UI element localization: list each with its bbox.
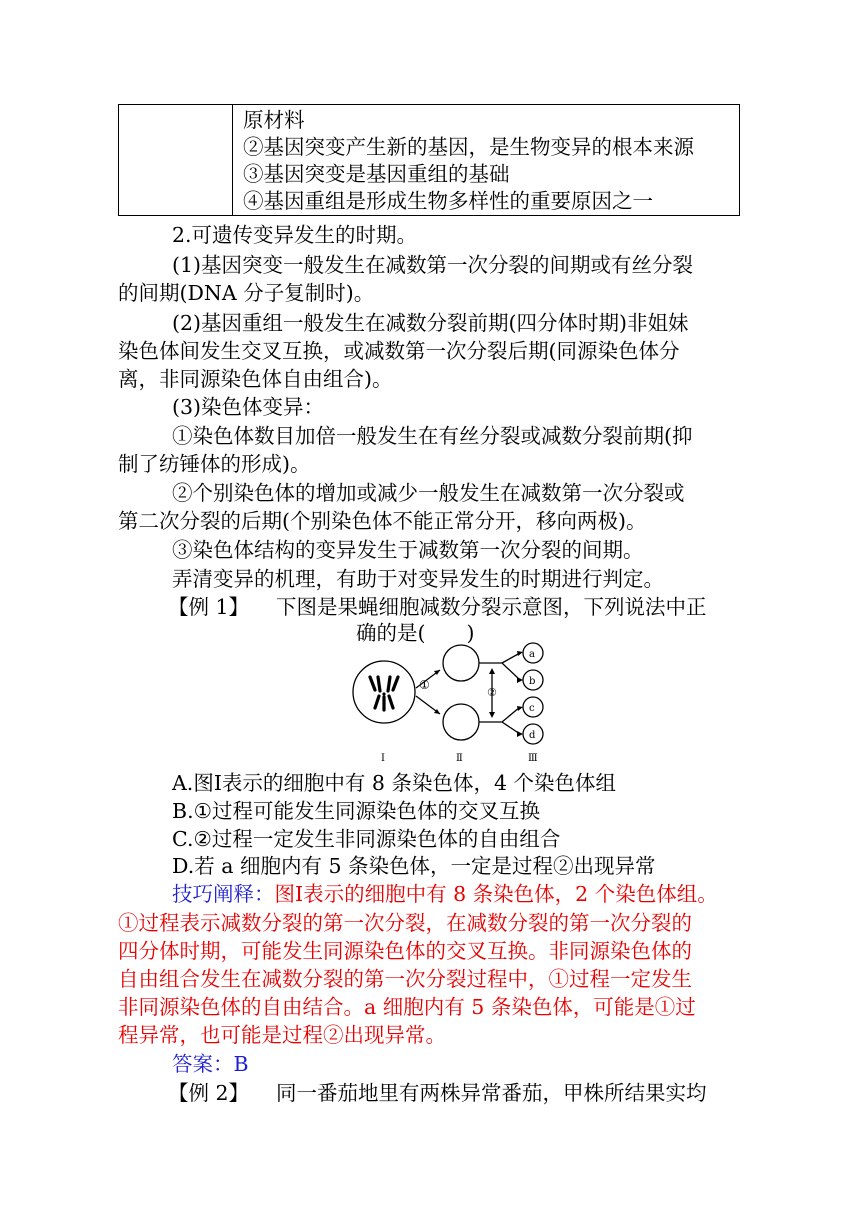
paragraph: ③染色体结构的变异发生于减数第一次分裂的间期。	[172, 538, 644, 562]
example1-stem: 下图是果蝇细胞减数分裂示意图，下列说法中正	[276, 595, 707, 619]
cell-II-bottom	[443, 704, 479, 740]
explanation-label: 技巧阐释：	[172, 882, 275, 906]
example2-label: 【例 2】	[168, 1081, 250, 1105]
option-a: A.图Ⅰ表示的细胞中有 8 条染色体，4 个染色体组	[172, 771, 617, 795]
paragraph: 2.可遗传变异发生的时期。	[172, 223, 418, 247]
paragraph: 离，非同源染色体自由组合)。	[118, 367, 393, 391]
table-row: ③基因突变是基因重组的基础	[243, 162, 510, 186]
cell-label: a	[529, 649, 535, 660]
option-c: C.②过程一定发生非同源染色体的自由组合	[172, 827, 561, 851]
stage-label: Ⅲ	[528, 753, 538, 764]
answer: 答案：B	[172, 1052, 249, 1076]
option-d: D.若 a 细胞内有 5 条染色体，一定是过程②出现异常	[172, 854, 656, 878]
cell-II-top	[443, 645, 479, 681]
meiosis-diagram	[340, 630, 560, 765]
comparison-table	[118, 104, 740, 216]
step2-label: ②	[487, 686, 497, 699]
table-row: ②基因突变产生新的基因，是生物变异的根本来源	[243, 135, 694, 159]
explanation-line: 自由组合发生在减数分裂的第一次分裂过程中，①过程一定发生	[118, 967, 692, 991]
explanation-line: 程异常，也可能是过程②出现异常。	[118, 1023, 446, 1047]
explanation-line: 非同源染色体的自由结合。a 细胞内有 5 条染色体，可能是①过	[118, 995, 696, 1019]
table-divider	[232, 105, 233, 215]
paragraph: 制了纺锤体的形成)。	[118, 452, 311, 476]
explanation-line: ①过程表示减数分裂的第一次分裂，在减数分裂的第一次分裂的	[118, 911, 692, 935]
table-row: ④基因重组是形成生物多样性的重要原因之一	[243, 189, 653, 213]
example2-stem: 同一番茄地里有两株异常番茄，甲株所结果实均	[276, 1081, 707, 1105]
paragraph: ②个别染色体的增加或减少一般发生在减数第一次分裂或	[172, 481, 685, 505]
paragraph: (1)基因突变一般发生在减数第一次分裂的间期或有丝分裂	[172, 253, 694, 277]
stage-label: Ⅰ	[381, 753, 385, 764]
paragraph: (3)染色体变异：	[172, 395, 325, 419]
step1-label: ①	[419, 678, 430, 692]
example1-label: 【例 1】	[168, 595, 250, 619]
table-right-cell	[243, 107, 735, 215]
paragraph: 弄清变异的机理，有助于对变异发生的时期进行判定。	[172, 567, 664, 591]
example1-stem: 确的是( )	[356, 621, 475, 645]
stage-label: Ⅱ	[456, 753, 463, 764]
explanation-line	[172, 881, 718, 907]
paragraph: ①染色体数目加倍一般发生在有丝分裂或减数分裂前期(抑	[172, 424, 693, 448]
paragraph: 的间期(DNA 分子复制时)。	[118, 281, 375, 305]
explanation-text: 图Ⅰ表示的细胞中有 8 条染色体，2 个染色体组。	[274, 882, 718, 906]
explanation-line: 四分体时期，可能发生同源染色体的交叉互换。非同源染色体的	[118, 939, 692, 963]
paragraph: 染色体间发生交叉互换，或减数第一次分裂后期(同源染色体分	[118, 339, 680, 363]
table-row: 原材料	[243, 108, 305, 132]
option-b: B.①过程可能发生同源染色体的交叉互换	[172, 799, 540, 823]
cell-label: c	[529, 703, 535, 714]
cell-label: d	[529, 730, 536, 741]
paragraph: 第二次分裂的后期(个别染色体不能正常分开，移向两极)。	[118, 509, 647, 533]
cell-label: b	[529, 676, 536, 687]
paragraph: (2)基因重组一般发生在减数分裂前期(四分体时期)非姐妹	[172, 311, 689, 335]
cell-I	[353, 661, 415, 723]
